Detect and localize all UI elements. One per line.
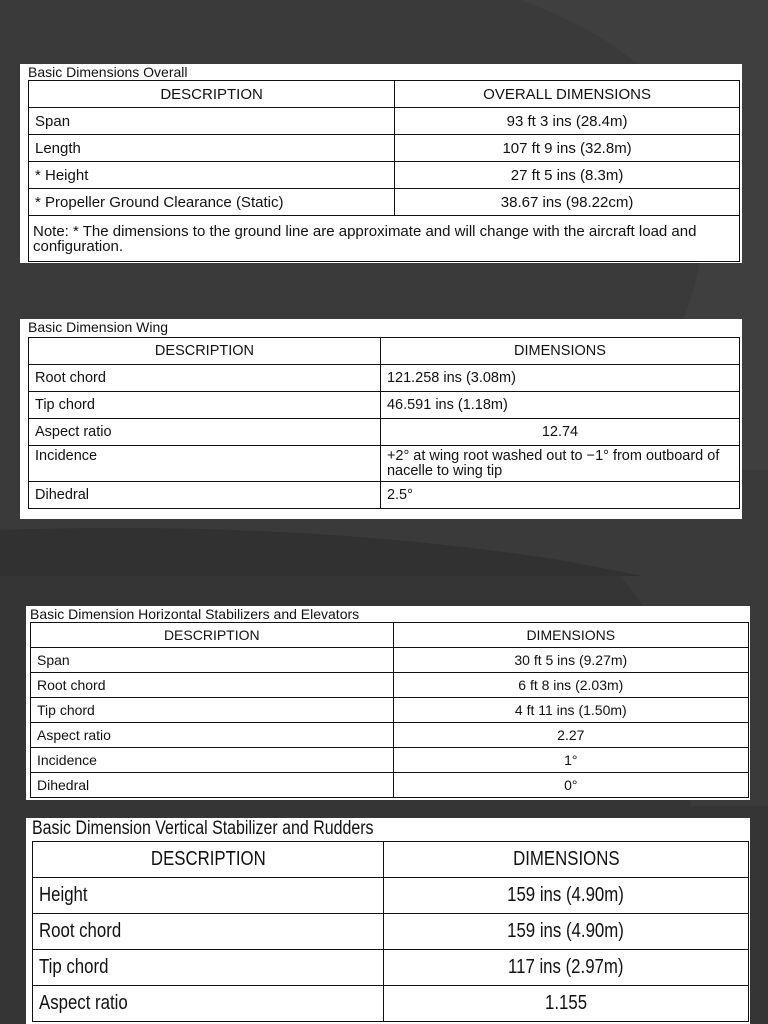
table-header-row bbox=[29, 338, 740, 365]
row-label: * Propeller Ground Clearance (Static) bbox=[29, 189, 395, 216]
overall-dimensions-panel bbox=[20, 64, 742, 263]
table-row bbox=[29, 392, 740, 419]
table-row bbox=[31, 748, 749, 773]
row-value: 107 ft 9 ins (32.8m) bbox=[395, 135, 740, 162]
table-row bbox=[31, 773, 749, 798]
table-row bbox=[31, 698, 749, 723]
row-label: Tip chord bbox=[29, 392, 381, 419]
wing-dimensions-table bbox=[28, 337, 740, 509]
row-label: Tip chord bbox=[31, 698, 394, 723]
table-row bbox=[29, 189, 740, 216]
row-value: 1° bbox=[393, 748, 748, 773]
row-value: 0° bbox=[393, 773, 748, 798]
table-row bbox=[29, 365, 740, 392]
table-title: Basic Dimensions Overall bbox=[28, 64, 188, 80]
table-header-row bbox=[31, 623, 749, 648]
row-label: Incidence bbox=[29, 446, 381, 482]
row-value: 93 ft 3 ins (28.4m) bbox=[395, 108, 740, 135]
table-title: Basic Dimension Horizontal Stabilizers and Elevators bbox=[30, 606, 360, 622]
wing-dimensions-panel bbox=[20, 319, 742, 519]
row-value: 159 ins (4.90m) bbox=[507, 920, 625, 942]
table-header-row bbox=[29, 81, 740, 108]
row-value: 2.27 bbox=[393, 723, 748, 748]
row-value: 27 ft 5 ins (8.3m) bbox=[395, 162, 740, 189]
row-value: 30 ft 5 ins (9.27m) bbox=[393, 648, 748, 673]
row-label: Incidence bbox=[31, 748, 394, 773]
table-row bbox=[33, 914, 749, 950]
column-header-description: DESCRIPTION bbox=[150, 848, 266, 870]
table-row bbox=[29, 482, 740, 509]
row-value: +2° at wing root washed out to −1° from outboard of nacelle to wing tip bbox=[380, 446, 739, 482]
row-value: 159 ins (4.90m) bbox=[507, 884, 625, 906]
table-row bbox=[33, 878, 749, 914]
horizontal-stabilizer-table bbox=[30, 622, 749, 798]
table-row bbox=[31, 673, 749, 698]
row-value: 1.155 bbox=[544, 992, 587, 1014]
row-value: 117 ins (2.97m) bbox=[508, 956, 624, 978]
row-value: 6 ft 8 ins (2.03m) bbox=[393, 673, 748, 698]
row-value: 2.5° bbox=[380, 482, 739, 509]
column-header-description: DESCRIPTION bbox=[29, 338, 381, 365]
table-row bbox=[29, 108, 740, 135]
row-label: Dihedral bbox=[31, 773, 394, 798]
row-label: Span bbox=[31, 648, 394, 673]
table-row bbox=[29, 162, 740, 189]
row-label: Aspect ratio bbox=[39, 992, 128, 1014]
table-row bbox=[33, 950, 749, 986]
row-label: Root chord bbox=[29, 365, 381, 392]
row-value: 46.591 ins (1.18m) bbox=[380, 392, 739, 419]
row-label: Tip chord bbox=[39, 956, 109, 978]
column-header-dimensions: DIMENSIONS bbox=[380, 338, 739, 365]
column-header-overall-dimensions: OVERALL DIMENSIONS bbox=[395, 81, 740, 108]
row-value: 121.258 ins (3.08m) bbox=[380, 365, 739, 392]
row-label: Dihedral bbox=[29, 482, 381, 509]
note-row bbox=[29, 216, 740, 262]
column-header-description: DESCRIPTION bbox=[31, 623, 394, 648]
overall-dimensions-table bbox=[28, 80, 740, 262]
row-label: Aspect ratio bbox=[29, 419, 381, 446]
vertical-stabilizer-table bbox=[32, 841, 749, 1022]
column-header-dimensions: DIMENSIONS bbox=[393, 623, 748, 648]
row-value: 38.67 ins (98.22cm) bbox=[395, 189, 740, 216]
table-row bbox=[29, 135, 740, 162]
column-header-description: DESCRIPTION bbox=[29, 81, 395, 108]
table-header-row bbox=[33, 842, 749, 878]
table-row bbox=[31, 723, 749, 748]
row-value: 4 ft 11 ins (1.50m) bbox=[393, 698, 748, 723]
table-title: Basic Dimension Wing bbox=[28, 319, 169, 335]
column-header-dimensions: DIMENSIONS bbox=[512, 848, 620, 870]
table-row bbox=[33, 986, 749, 1022]
table-note: Note: * The dimensions to the ground line are approximate and will change with the aircraft load and configuration. bbox=[29, 216, 740, 262]
row-label: Span bbox=[29, 108, 395, 135]
row-label: Length bbox=[29, 135, 395, 162]
row-label: Aspect ratio bbox=[31, 723, 394, 748]
vertical-stabilizer-panel bbox=[26, 818, 750, 1024]
table-title: Basic Dimension Vertical Stabilizer and Rudders bbox=[32, 818, 374, 839]
table-row bbox=[29, 419, 740, 446]
row-label: * Height bbox=[29, 162, 395, 189]
table-row bbox=[29, 446, 740, 482]
row-label: Root chord bbox=[31, 673, 394, 698]
horizontal-stabilizer-panel bbox=[26, 606, 750, 800]
table-row bbox=[31, 648, 749, 673]
row-label: Root chord bbox=[39, 920, 122, 942]
row-label: Height bbox=[39, 884, 88, 906]
row-value: 12.74 bbox=[380, 419, 739, 446]
